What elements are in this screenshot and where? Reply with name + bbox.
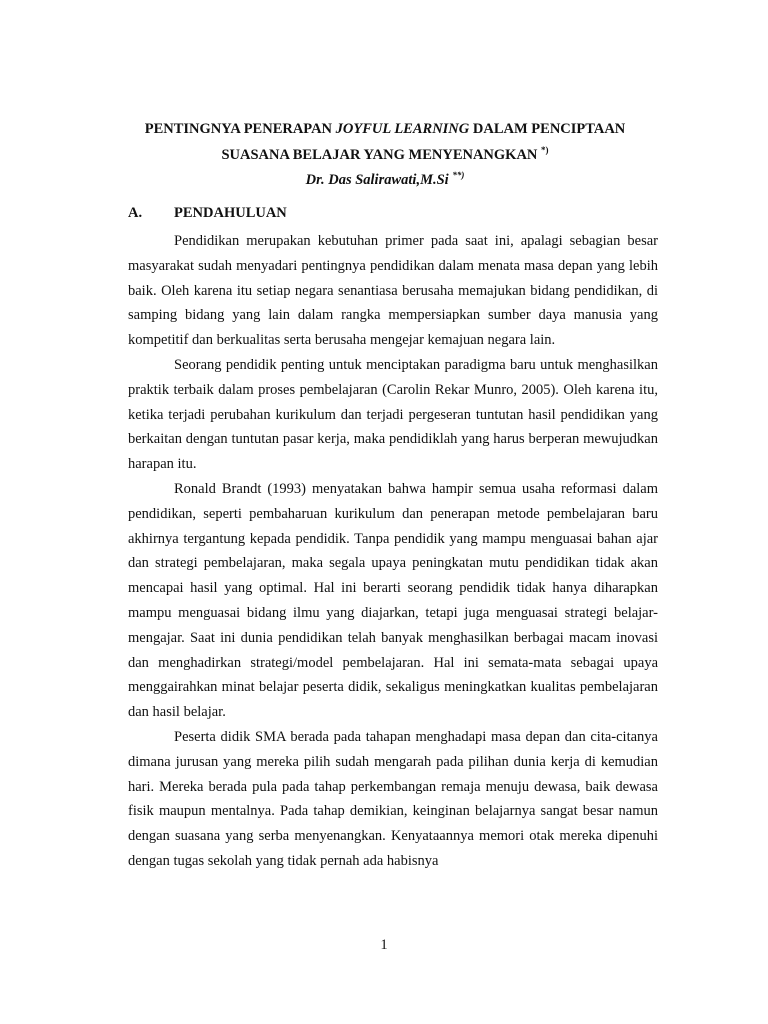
document-title-line-1: [110, 120, 660, 138]
section-heading: [128, 204, 648, 222]
title-footnote-marker: *): [541, 145, 549, 155]
author-line: [110, 171, 660, 189]
section-number: A.: [128, 205, 143, 221]
title-suffix: DALAM PENCIPTAAN: [469, 121, 626, 137]
body-text: [128, 229, 658, 874]
page-number: 1: [380, 937, 388, 953]
author-footnote-marker: **): [452, 170, 465, 180]
title-italic-term: JOYFUL LEARNING: [335, 121, 470, 137]
paragraph: Peserta didik SMA berada pada tahapan menghadapi masa depan dan cita-citanya dimana jurusan yang mereka pilih sudah mengarah pada pilihan dunia kerja di kemudian hari. Mereka berada pula pada tahap perkembangan remaja menuju dewasa, baik dewasa fisik maupun mentalnya. Pada tahap demikian, keinginan belajarnya sangat besar namun dengan suasana yang serba menyenangkan. Kenyataannya memori otak mereka dipenuhi dengan tugas sekolah yang tidak pernah ada habisnya: [128, 728, 658, 869]
paragraph: Ronald Brandt (1993) menyatakan bahwa hampir semua usaha reformasi dalam pendidikan, seperti pembaharuan kurikulum dan penerapan metode pembelajaran baru akhirnya tergantung kepada pendidik. Tanpa pendidik yang mampu menguasai bahan ajar dan strategi pembelajaran, maka segala upaya peningkatan mutu pendidikan tidak akan mencapai hasil yang optimal. Hal ini berarti seorang pendidik tidak hanya diharapkan mampu menguasai bidang ilmu yang diajarkan, tetapi juga menguasai strategi belajar-mengajar. Saat ini dunia pendidikan telah banyak menghasilkan berbagai macam inovasi dan menghadirkan strategi/model pembelajaran. Hal ini semata-mata sebagai upaya menggairahkan minat belajar peserta didik, sekaligus meningkatkan kualitas pembelajaran dan hasil belajar.: [128, 480, 658, 721]
title-line-2-text: SUASANA BELAJAR YANG MENYENANGKAN: [221, 147, 542, 163]
paragraph: Seorang pendidik penting untuk menciptakan paradigma baru untuk menghasilkan praktik terbaik dalam proses pembelajaran (Carolin Rekar Munro, 2005). Oleh karena itu, ketika terjadi perubahan kurikulum dan terjadi pergeseran tuntutan hasil pendidikan yang berkaitan dengan tuntutan pasar kerja, maka pendidiklah yang harus berperan mewujudkan harapan itu.: [128, 356, 658, 473]
document-title-line-2: [110, 146, 660, 164]
author-name: Dr. Das Salirawati,M.Si: [305, 172, 453, 188]
title-prefix: PENTINGNYA PENERAPAN: [144, 121, 336, 137]
section-title: PENDAHULUAN: [174, 205, 287, 221]
paragraph: Pendidikan merupakan kebutuhan primer pada saat ini, apalagi sebagian besar masyarakat sudah menyadari pentingnya pendidikan dalam menata masa depan yang lebih baik. Oleh karena itu setiap negara senantiasa berusaha memajukan bidang pendidikan, di samping bidang yang lain dalam rangka mempersiapkan sumber daya manusia yang kompetitif dan berkualitas serta berusaha mengejar kemajuan negara lain.: [128, 233, 658, 349]
